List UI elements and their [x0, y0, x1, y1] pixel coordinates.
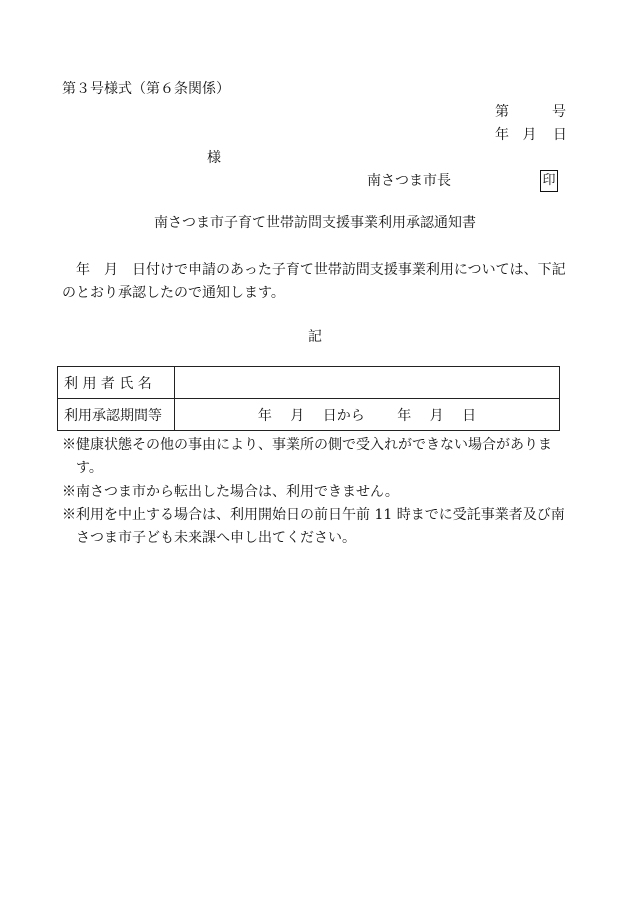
- document-number-suffix: 号: [552, 104, 566, 120]
- issue-date-year: 年: [495, 127, 509, 143]
- note-item: ※南さつま市から転出した場合は、利用できません。: [62, 484, 399, 500]
- ki-heading: 記: [308, 329, 322, 345]
- table-row: [58, 367, 560, 399]
- user-name-value: [175, 367, 560, 399]
- note-item: ※健康状態その他の事由により、事業所の側で受入れができない場合があります。: [62, 437, 552, 476]
- seal-stamp: 印: [540, 170, 558, 192]
- form-number-label: 第３号様式（第６条関係）: [62, 81, 230, 97]
- issue-date-month: 月: [522, 127, 537, 143]
- recipient-honorific: 様: [207, 150, 221, 166]
- info-table: [57, 366, 560, 431]
- body-paragraph: 年 月 日付けで申請のあった子育て世帯訪問支援事業利用については、下記のとおり承認したので通知します。: [62, 262, 566, 301]
- note-item: ※利用を中止する場合は、利用開始日の前日午前 11 時までに受託事業者及び南さつま市子ども未来課へ申し出てください。: [62, 507, 565, 546]
- issue-date-day: 日: [552, 127, 567, 143]
- document-title: 南さつま市子育て世帯訪問支援事業利用承認通知書: [154, 215, 476, 231]
- approval-period-label: 利用承認期間等: [58, 399, 175, 431]
- table-row: [58, 399, 560, 431]
- issuer-name: 南さつま市長: [367, 173, 451, 189]
- issue-date: [495, 126, 567, 144]
- approval-period-value: 年 月 日から 年 月 日: [175, 399, 560, 431]
- user-name-label: 利 用 者 氏 名: [58, 367, 175, 399]
- document-number-prefix: 第: [495, 104, 509, 120]
